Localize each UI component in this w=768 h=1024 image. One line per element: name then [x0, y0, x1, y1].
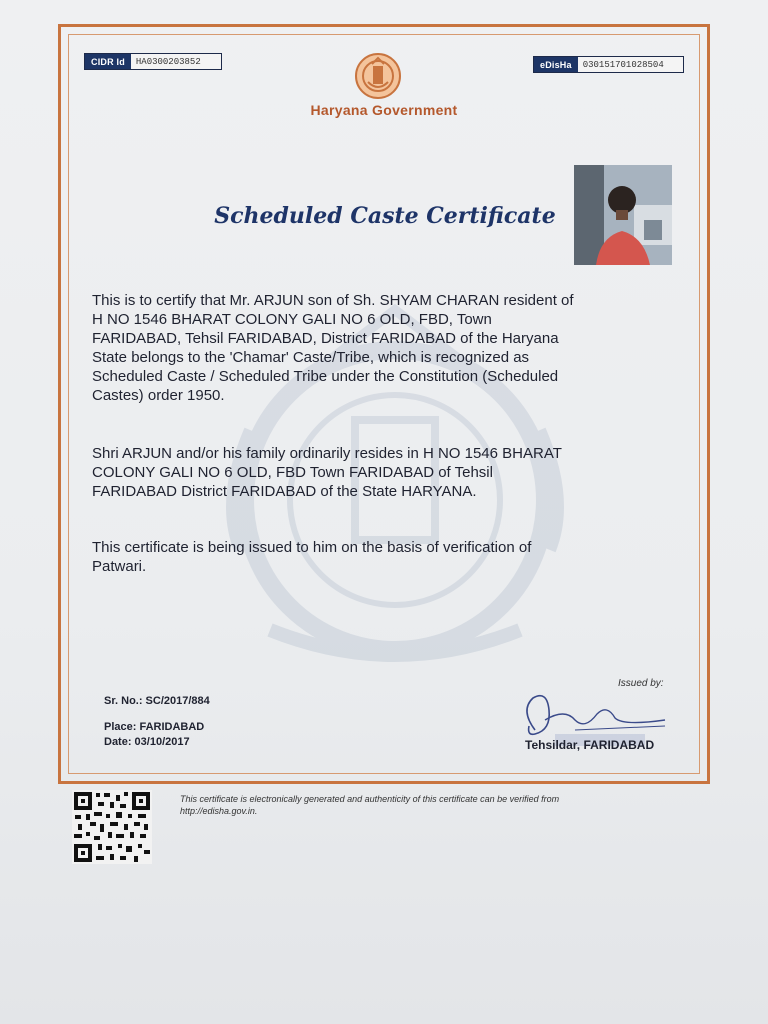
cidr-id-box — [84, 53, 222, 70]
edisha-id-box — [533, 56, 684, 73]
cidr-id-value: HA0300203852 — [135, 56, 201, 67]
qr-code-icon — [72, 790, 152, 864]
verification-note-line: http://edisha.gov.in. — [180, 806, 258, 816]
signatory-name: Tehsildar, FARIDABAD — [525, 738, 655, 752]
person-photo-icon — [574, 165, 672, 265]
edisha-id-value: 030151701028504 — [582, 59, 664, 70]
place: Place: FARIDABAD — [104, 721, 205, 733]
issuance-paragraph — [92, 538, 682, 576]
certificate-title: Scheduled Caste Certificate — [214, 203, 556, 229]
para2-line: FARIDABAD District FARIDABAD of the State HARYANA. — [92, 483, 477, 500]
para3-line: This certificate is being issued to him on the basis of verification of — [92, 539, 532, 556]
certification-paragraph — [92, 291, 682, 405]
para1-line: State belongs to the 'Chamar' Caste/Tribe, which is recognized as — [92, 349, 530, 366]
para1-line: FARIDABAD, Tehsil FARIDABAD, District FARIDABAD of the Haryana — [92, 330, 559, 347]
para1-line: Scheduled Caste / Scheduled Tribe under the Constitution (Scheduled — [92, 368, 559, 385]
para1-line: Castes) order 1950. — [92, 387, 225, 404]
cidr-id-label: CIDR Id — [85, 54, 131, 69]
para3-line: Patwari. — [92, 558, 147, 575]
applicant-photo — [574, 165, 672, 265]
edisha-id-label: eDisHa — [534, 57, 578, 72]
para1-line: H NO 1546 BHARAT COLONY GALI NO 6 OLD, FBD, Town — [92, 311, 492, 328]
issued-by-label: Issued by: — [618, 678, 664, 689]
government-title: Haryana Government — [310, 102, 458, 118]
serial-number: Sr. No.: SC/2017/884 — [104, 695, 210, 707]
para2-line: COLONY GALI NO 6 OLD, FBD Town FARIDABAD of Tehsil — [92, 464, 493, 481]
date: Date: 03/10/2017 — [104, 736, 190, 748]
haryana-emblem-icon — [354, 52, 402, 100]
para1-line: This is to certify that Mr. ARJUN son of Sh. SHYAM CHARAN resident of — [92, 292, 574, 309]
para2-line: Shri ARJUN and/or his family ordinarily resides in H NO 1546 BHARAT — [92, 445, 562, 462]
verification-note — [180, 793, 700, 817]
verification-note-line: This certificate is electronically generated and authenticity of this certificate can be verified from — [180, 794, 560, 804]
residence-paragraph — [92, 444, 682, 501]
